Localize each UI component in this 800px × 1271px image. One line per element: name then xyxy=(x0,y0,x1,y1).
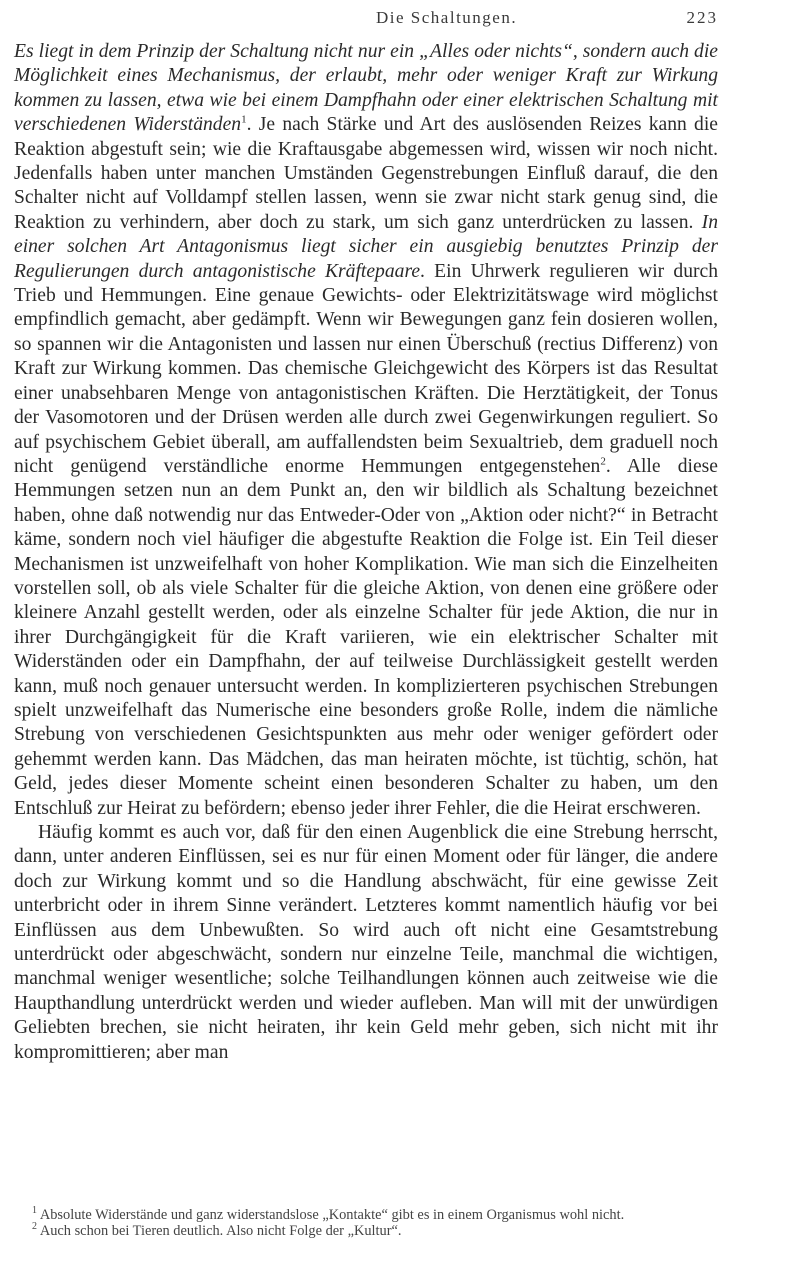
paragraph-1-text-b: . Ein Uhrwerk regulieren wir durch Trieb und Hemmungen. Eine genaue Gewichts- oder Elektrizitätswage wird möglichst empfindlich gemacht, aber gedämpft. Wenn wir Bewegungen ganz fein dosieren wollen, so spannen wir die Antagonisten und lassen nur einen Überschuß (rectius Differenz) von Kraft zur Wirkung kommen. Das chemische Gleichgewicht des Körpers ist das Resultat einer unabsehbaren Menge von antagonistischen Kräften. Die Herztätigkeit, der Tonus der Vasomotoren und der Drüsen werden alle durch zwei Gegenwirkungen reguliert. So auf psychischem Gebiet überall, am auffallendsten beim Sexualtrieb, dem graduell noch nicht genügend verständliche enorme Hemmungen entgegenstehen xyxy=(14,260,719,477)
running-title: Die Schaltungen. xyxy=(376,8,518,27)
paragraph-1 xyxy=(14,40,718,821)
footnote-1 xyxy=(14,1207,718,1223)
paragraph-2: Häufig kommt es auch vor, daß für den einen Augenblick die eine Strebung herrscht, dann, unter anderen Einflüssen, sei es nur für einen Moment oder für länger, die andere doch zur Wirkung kommt und so die Handlung abschwächt, für eine gewisse Zeit unterbricht oder in ihrem Sinne verändert. Letzteres kommt namentlich häufig vor bei Einflüssen aus dem Unbewußten. So wird auch oft nicht eine Gesamtstrebung unterdrückt oder abgeschwächt, sondern nur einzelne Teile, manchmal die wichtigen, manchmal weniger wesentliche; solche Teilhandlungen können auch zeitweise wie die Haupthandlung unterdrückt werden und wieder aufleben. Man will mit der unwürdigen Geliebten brechen, sie nicht heiraten, ihr kein Geld mehr geben, sich nicht mit ihr kompromittieren; aber man xyxy=(14,822,718,1063)
body-text xyxy=(14,40,718,1065)
footnote-ref-1[interactable]: 1 xyxy=(241,113,247,126)
paragraph-1-text-c: . Alle diese Hemmungen setzen nun an dem Punkt an, den wir bildlich als Schaltung bezeichnet haben, ohne daß notwendig nur das Entweder-Oder von „Aktion oder nicht?“ in Betracht käme, sondern noch viel häufiger die abgestufte Reaktion die Folge ist. Ein Teil dieser Mechanismen ist unzweifelhaft von hoher Komplikation. Wie man sich die Einzelheiten vorstellen soll, ob als viele Schalter für die gleiche Aktion, von denen eine größere oder kleinere Anzahl gestellt werden, oder als einzelne Schalter für jede Aktion, die nur in ihrer Durchgängigkeit für die Kraft variieren, wie ein elektrischer Schalter mit Widerständen oder ein Dampfhahn, der auf teilweise Durchlässigkeit gestellt werden kann, muß noch genauer untersucht werden. In komplizierteren psychischen Strebungen spielt unzweifelhaft das Numerische eine besonders große Rolle, indem die nämliche Strebung von verschiedenen Gesichtspunkten aus mehr oder weniger gefördert oder gehemmt werden kann. Das Mädchen, das man heiraten möchte, ist tüchtig, schön, hat Geld, jedes dieser Momente scheint einen besonderen Schalter zu haben, um den Entschluß zur Heirat zu befördern; ebenso jeder ihrer Fehler, die die Heirat erschweren. xyxy=(14,455,718,819)
page-number: 223 xyxy=(686,8,718,27)
running-header xyxy=(258,8,718,34)
paragraph-1-text-a: . Je nach Stärke und Art des auslösenden Reizes kann die Reaktion abgestuft sein; wie die Kraftausgabe abgemessen wird, wissen wir noch nicht. Jedenfalls haben unter manchen Umständen Gegenstrebungen Einfluß darauf, die den Schalter nicht auf Volldampf stellen lassen, wenn sie zwar nicht stark genug sind, die Reaktion zu verhindern, aber doch zu stark, um sich ganz unterdrücken zu lassen. xyxy=(14,114,718,233)
footnote-2-mark: 2 xyxy=(32,1221,37,1233)
footnote-2 xyxy=(14,1223,718,1239)
footnotes xyxy=(14,1207,718,1239)
footnote-1-text: Absolute Widerstände und ganz widerstandslose „Kontakte“ gibt es in einem Organismus wohl nicht. xyxy=(39,1207,625,1223)
footnote-1-mark: 1 xyxy=(32,1205,37,1217)
footnote-ref-2[interactable]: 2 xyxy=(600,455,606,468)
footnote-2-text: Auch schon bei Tieren deutlich. Also nicht Folge der „Kultur“. xyxy=(39,1223,402,1239)
italic-phrase-antagonism: In einer solchen Art Antagonismus liegt sicher ein ausgiebig benutztes Prinzip der Regulierungen durch antagonistische Kräftepaare xyxy=(14,211,718,282)
italic-phrase-principle: Es liegt in dem Prinzip der Schaltung nicht nur ein „Alles oder nichts“, sondern auch die Möglichkeit eines Mechanismus, der erlaubt, mehr oder weniger Kraft zur Wirkung kommen zu lassen, etwa wie bei einem Dampfhahn oder einer elektrischen Schaltung mit verschiedenen Widerständen xyxy=(14,41,718,136)
